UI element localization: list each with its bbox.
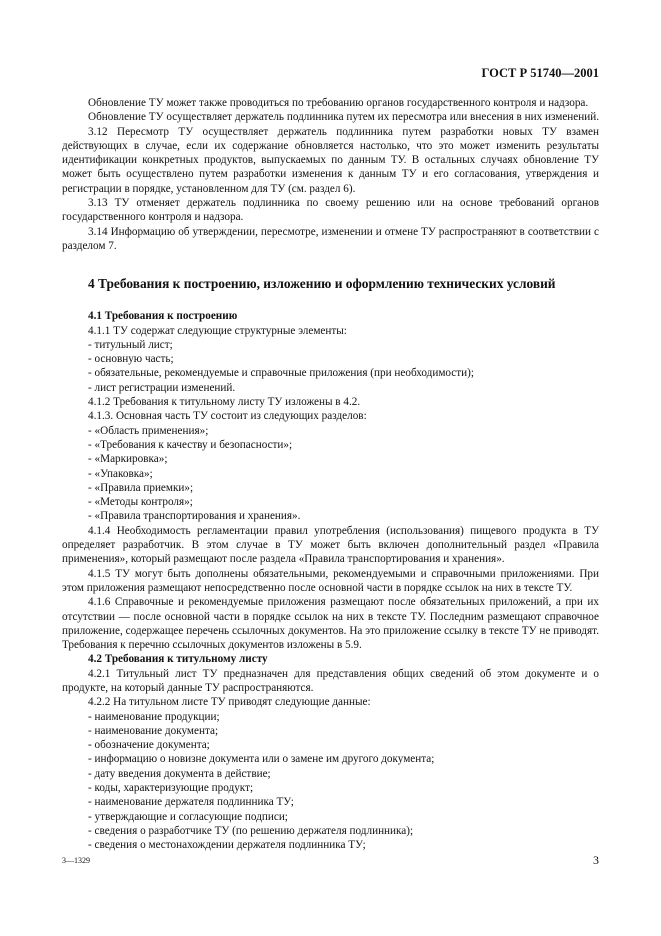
list-item: - «Упаковка»;: [88, 467, 153, 480]
list-item: - сведения о разработчике ТУ (по решению держателя подлинника);: [88, 824, 414, 837]
list-item: - коды, характеризующие продукт;: [88, 782, 254, 795]
paragraph-4-1-2: 4.1.2 Требования к титульному листу ТУ изложены в 4.2.: [88, 396, 361, 409]
paragraph-3-14: 3.14 Информацию об утверждении, пересмотре, изменении и отмене ТУ распространяют в соответствии с разделом 7.: [62, 225, 599, 252]
list-item: - основную часть;: [88, 353, 174, 366]
paragraph-4-1-6: 4.1.6 Справочные и рекомендуемые приложения размещают после обязательных приложений, а при их отсутствии — после основной части в порядке ссылок на них в тексте ТУ. Последним размещают справочное приложение, содержащее перечень ссылочных документов. На это приложение ссылку в тексте ТУ не приводят. Требования к перечню ссылочных документов изложены в 5.9.: [62, 596, 599, 652]
list-item: - «Маркировка»;: [88, 453, 168, 466]
list-item: - наименование держателя подлинника ТУ;: [88, 796, 294, 809]
list-item: - информацию о новизне документа или о замене им другого документа;: [88, 753, 435, 766]
paragraph: Обновление ТУ может также проводиться по требованию органов государственного контроля и надзора.: [88, 97, 589, 109]
list-item: - «Правила транспортирования и хранения».: [88, 510, 301, 523]
paragraph-4-1-4: 4.1.4 Необходимость регламентации правил употребления (использования) пищевого продукта в ТУ определяет разработчик. В этом случае в ТУ может быть включен дополнительный раздел «Правила применения», который размещают после раздела «Правила транспортирования и хранения».: [62, 524, 599, 566]
page-number: 3: [593, 853, 599, 867]
document-code-header: ГОСТ Р 51740—2001: [481, 66, 599, 80]
list-item: - сведения о местонахождении держателя подлинника ТУ;: [88, 839, 366, 852]
list-item: - утверждающие и согласующие подписи;: [88, 810, 288, 823]
section-4-title: 4 Требования к построению, изложению и оформлению технических условий: [88, 276, 556, 292]
paragraph: Обновление ТУ осуществляет держатель подлинника путем их пересмотра или внесения в них изменений.: [88, 111, 599, 124]
paragraph-3-13: 3.13 ТУ отменяет держатель подлинника по своему решению или на основе требований органов государственного контроля и надзора.: [62, 197, 599, 224]
subsection-4-1-title: 4.1 Требования к построению: [88, 310, 238, 323]
paragraph-4-1-1: 4.1.1 ТУ содержат следующие структурные элементы:: [88, 324, 347, 337]
list-item: - «Требования к качеству и безопасности»;: [88, 438, 293, 451]
list-item: - дату введения документа в действие;: [88, 767, 271, 780]
list-item: - обозначение документа;: [88, 739, 210, 752]
list-item: - наименование документа;: [88, 724, 219, 737]
list-item: - лист регистрации изменений.: [88, 381, 236, 394]
list-item: - «Область применения»;: [88, 424, 209, 437]
subsection-4-2-title: 4.2 Требования к титульному листу: [88, 653, 268, 666]
list-item: - титульный лист;: [88, 338, 173, 351]
print-code: 3—1329: [62, 856, 90, 865]
paragraph-3-12: 3.12 Пересмотр ТУ осуществляет держатель подлинника путем разработки новых ТУ взамен действующих в случае, если их содержание обновляется настолько, что это может изменить результаты идентификации конкретных продуктов, выпускаемых по данным ТУ. В остальных случаях обновление ТУ может быть осуществлено путем разработки изменения к данным ТУ и его согласования, утверждения и регистрации в порядке, установленном для ТУ (см. раздел 6).: [62, 125, 599, 195]
list-item: - «Правила приемки»;: [88, 481, 194, 494]
paragraph-4-1-3: 4.1.3. Основная часть ТУ состоит из следующих разделов:: [88, 410, 367, 423]
list-item: - «Методы контроля»;: [88, 496, 193, 509]
paragraph-4-2-1: 4.2.1 Титульный лист ТУ предназначен для представления общих сведений об этом документе и о продукте, на который данные ТУ распространяются.: [62, 667, 599, 694]
page-body: [62, 96, 599, 853]
list-item: - обязательные, рекомендуемые и справочные приложения (при необходимости);: [88, 367, 474, 380]
list-item: - наименование продукции;: [88, 710, 220, 723]
paragraph-4-1-5: 4.1.5 ТУ могут быть дополнены обязательными, рекомендуемыми и справочными приложениями. При этом приложения размещают непосредственно после основной части в порядке ссылок на них в тексте ТУ.: [62, 567, 599, 594]
paragraph-4-2-2: 4.2.2 На титульном листе ТУ приводят следующие данные:: [88, 696, 371, 709]
